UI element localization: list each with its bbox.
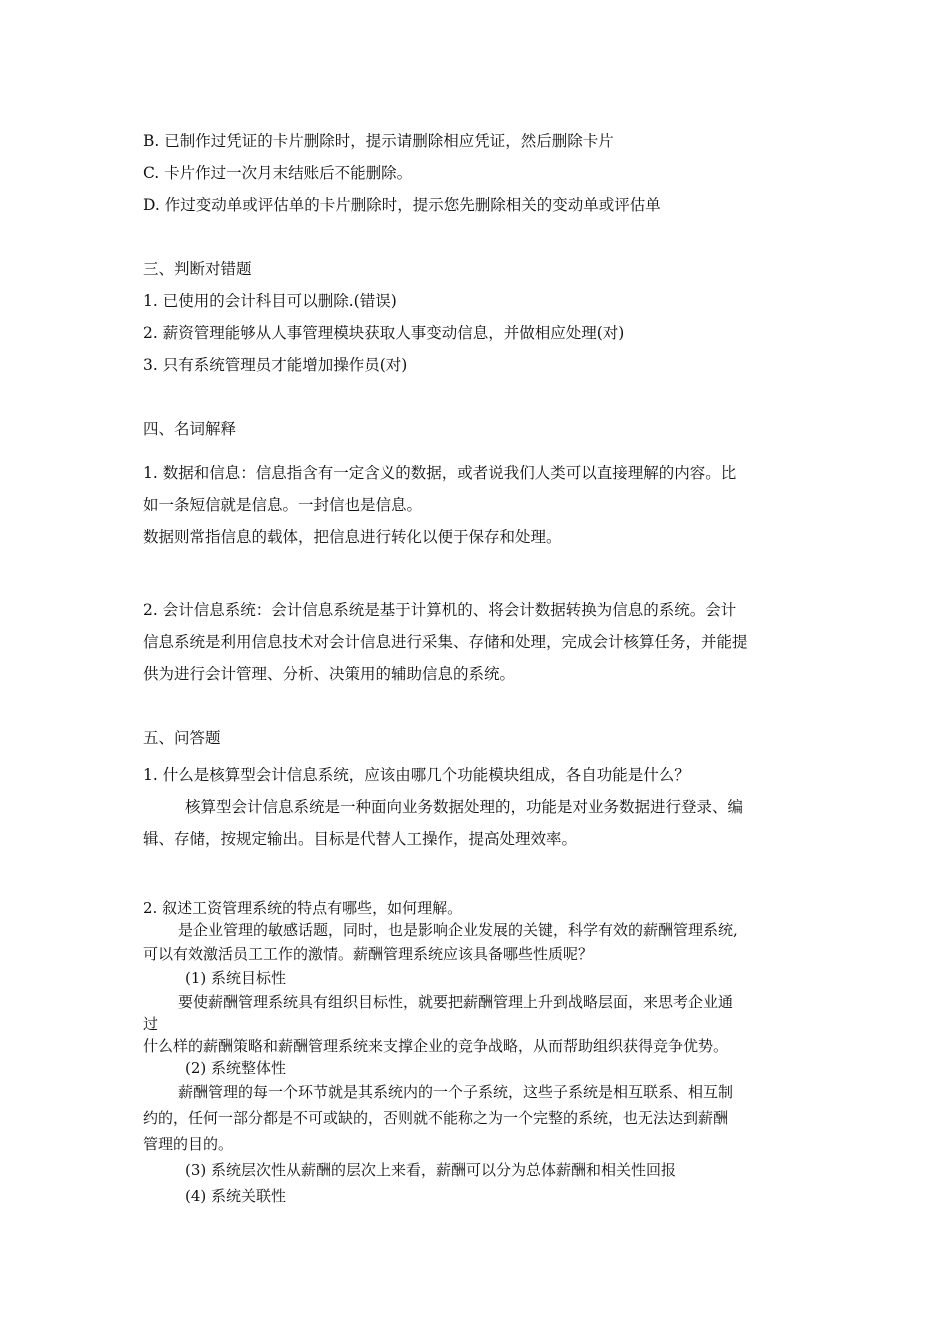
- answer-2-subheading-1: (1) 系统目标性: [185, 969, 287, 987]
- answer-2-line-2: 可以有效激活员工工作的激情。薪酬管理系统应该具备哪些性质呢？: [143, 945, 594, 963]
- answer-1-line-1: 核算型会计信息系统是一种面向业务数据处理的，功能是对业务数据进行登录、编: [185, 798, 744, 816]
- answer-2-subheading-4: (4) 系统关联性: [185, 1187, 287, 1205]
- term-2-line-3: 供为进行会计管理、分析、决策用的辅助信息的系统。: [143, 665, 516, 683]
- section-heading-true-false: 三、判断对错题: [143, 260, 252, 278]
- answer-2-subheading-3: (3) 系统层次性从薪酬的层次上来看，薪酬可以分为总体薪酬和相关性回报: [185, 1161, 677, 1179]
- true-false-item-3: 3. 只有系统管理员才能增加操作员(对): [143, 356, 408, 374]
- answer-2-line-9: 约的，任何一部分都是不可或缺的，否则就不能称之为一个完整的系统，也无法达到薪酬: [143, 1109, 729, 1127]
- option-d: D. 作过变动单或评估单的卡片删除时，提示您先删除相关的变动单或评估单: [143, 196, 661, 214]
- term-1-line-2: 如一条短信就是信息。一封信也是信息。: [143, 496, 423, 514]
- section-heading-qa: 五、问答题: [143, 729, 221, 747]
- true-false-item-1: 1. 已使用的会计科目可以删除.(错误): [143, 292, 397, 310]
- answer-1-line-2: 辑、存储，按规定输出。目标是代替人工操作，提高处理效率。: [143, 830, 578, 848]
- option-c: C. 卡片作过一次月末结账后不能删除。: [143, 164, 413, 182]
- answer-2-line-6: 什么样的薪酬策略和薪酬管理系统来支撑企业的竞争战略，从而帮助组织获得竞争优势。: [143, 1037, 729, 1055]
- term-2-line-1: 2. 会计信息系统：会计信息系统是基于计算机的、将会计数据转换为信息的系统。会计: [143, 601, 737, 619]
- answer-2-line-1: 是企业管理的敏感话题，同时，也是影响企业发展的关键，科学有效的薪酬管理系统,: [178, 921, 738, 939]
- option-b: B. 已制作过凭证的卡片删除时，提示请删除相应凭证，然后删除卡片: [143, 132, 614, 150]
- answer-2-line-5: 过: [143, 1015, 159, 1033]
- answer-2-subheading-2: (2) 系统整体性: [185, 1059, 287, 1077]
- answer-2-line-10: 管理的目的。: [143, 1135, 234, 1153]
- question-1: 1. 什么是核算型会计信息系统，应该由哪几个功能模块组成，各自功能是什么？: [143, 766, 690, 784]
- term-1-line-1: 1. 数据和信息：信息指含有一定含义的数据，或者说我们人类可以直接理解的内容。比: [143, 464, 737, 482]
- term-2-line-2: 信息系统是利用信息技术对会计信息进行采集、存储和处理，完成会计核算任务，并能提: [143, 633, 748, 651]
- question-2: 2. 叙述工资管理系统的特点有哪些，如何理解。: [143, 899, 463, 917]
- section-heading-terms: 四、名词解释: [143, 420, 237, 438]
- answer-2-line-4: 要使薪酬管理系统具有组织目标性，就要把薪酬管理上升到战略层面，来思考企业通: [178, 993, 734, 1011]
- answer-2-line-8: 薪酬管理的每一个环节就是其系统内的一个子系统，这些子系统是相互联系、相互制: [178, 1083, 734, 1101]
- term-1-line-3: 数据则常指信息的载体，把信息进行转化以便于保存和处理。: [143, 528, 562, 546]
- true-false-item-2: 2. 薪资管理能够从人事管理模块获取人事变动信息，并做相应处理(对): [143, 324, 625, 342]
